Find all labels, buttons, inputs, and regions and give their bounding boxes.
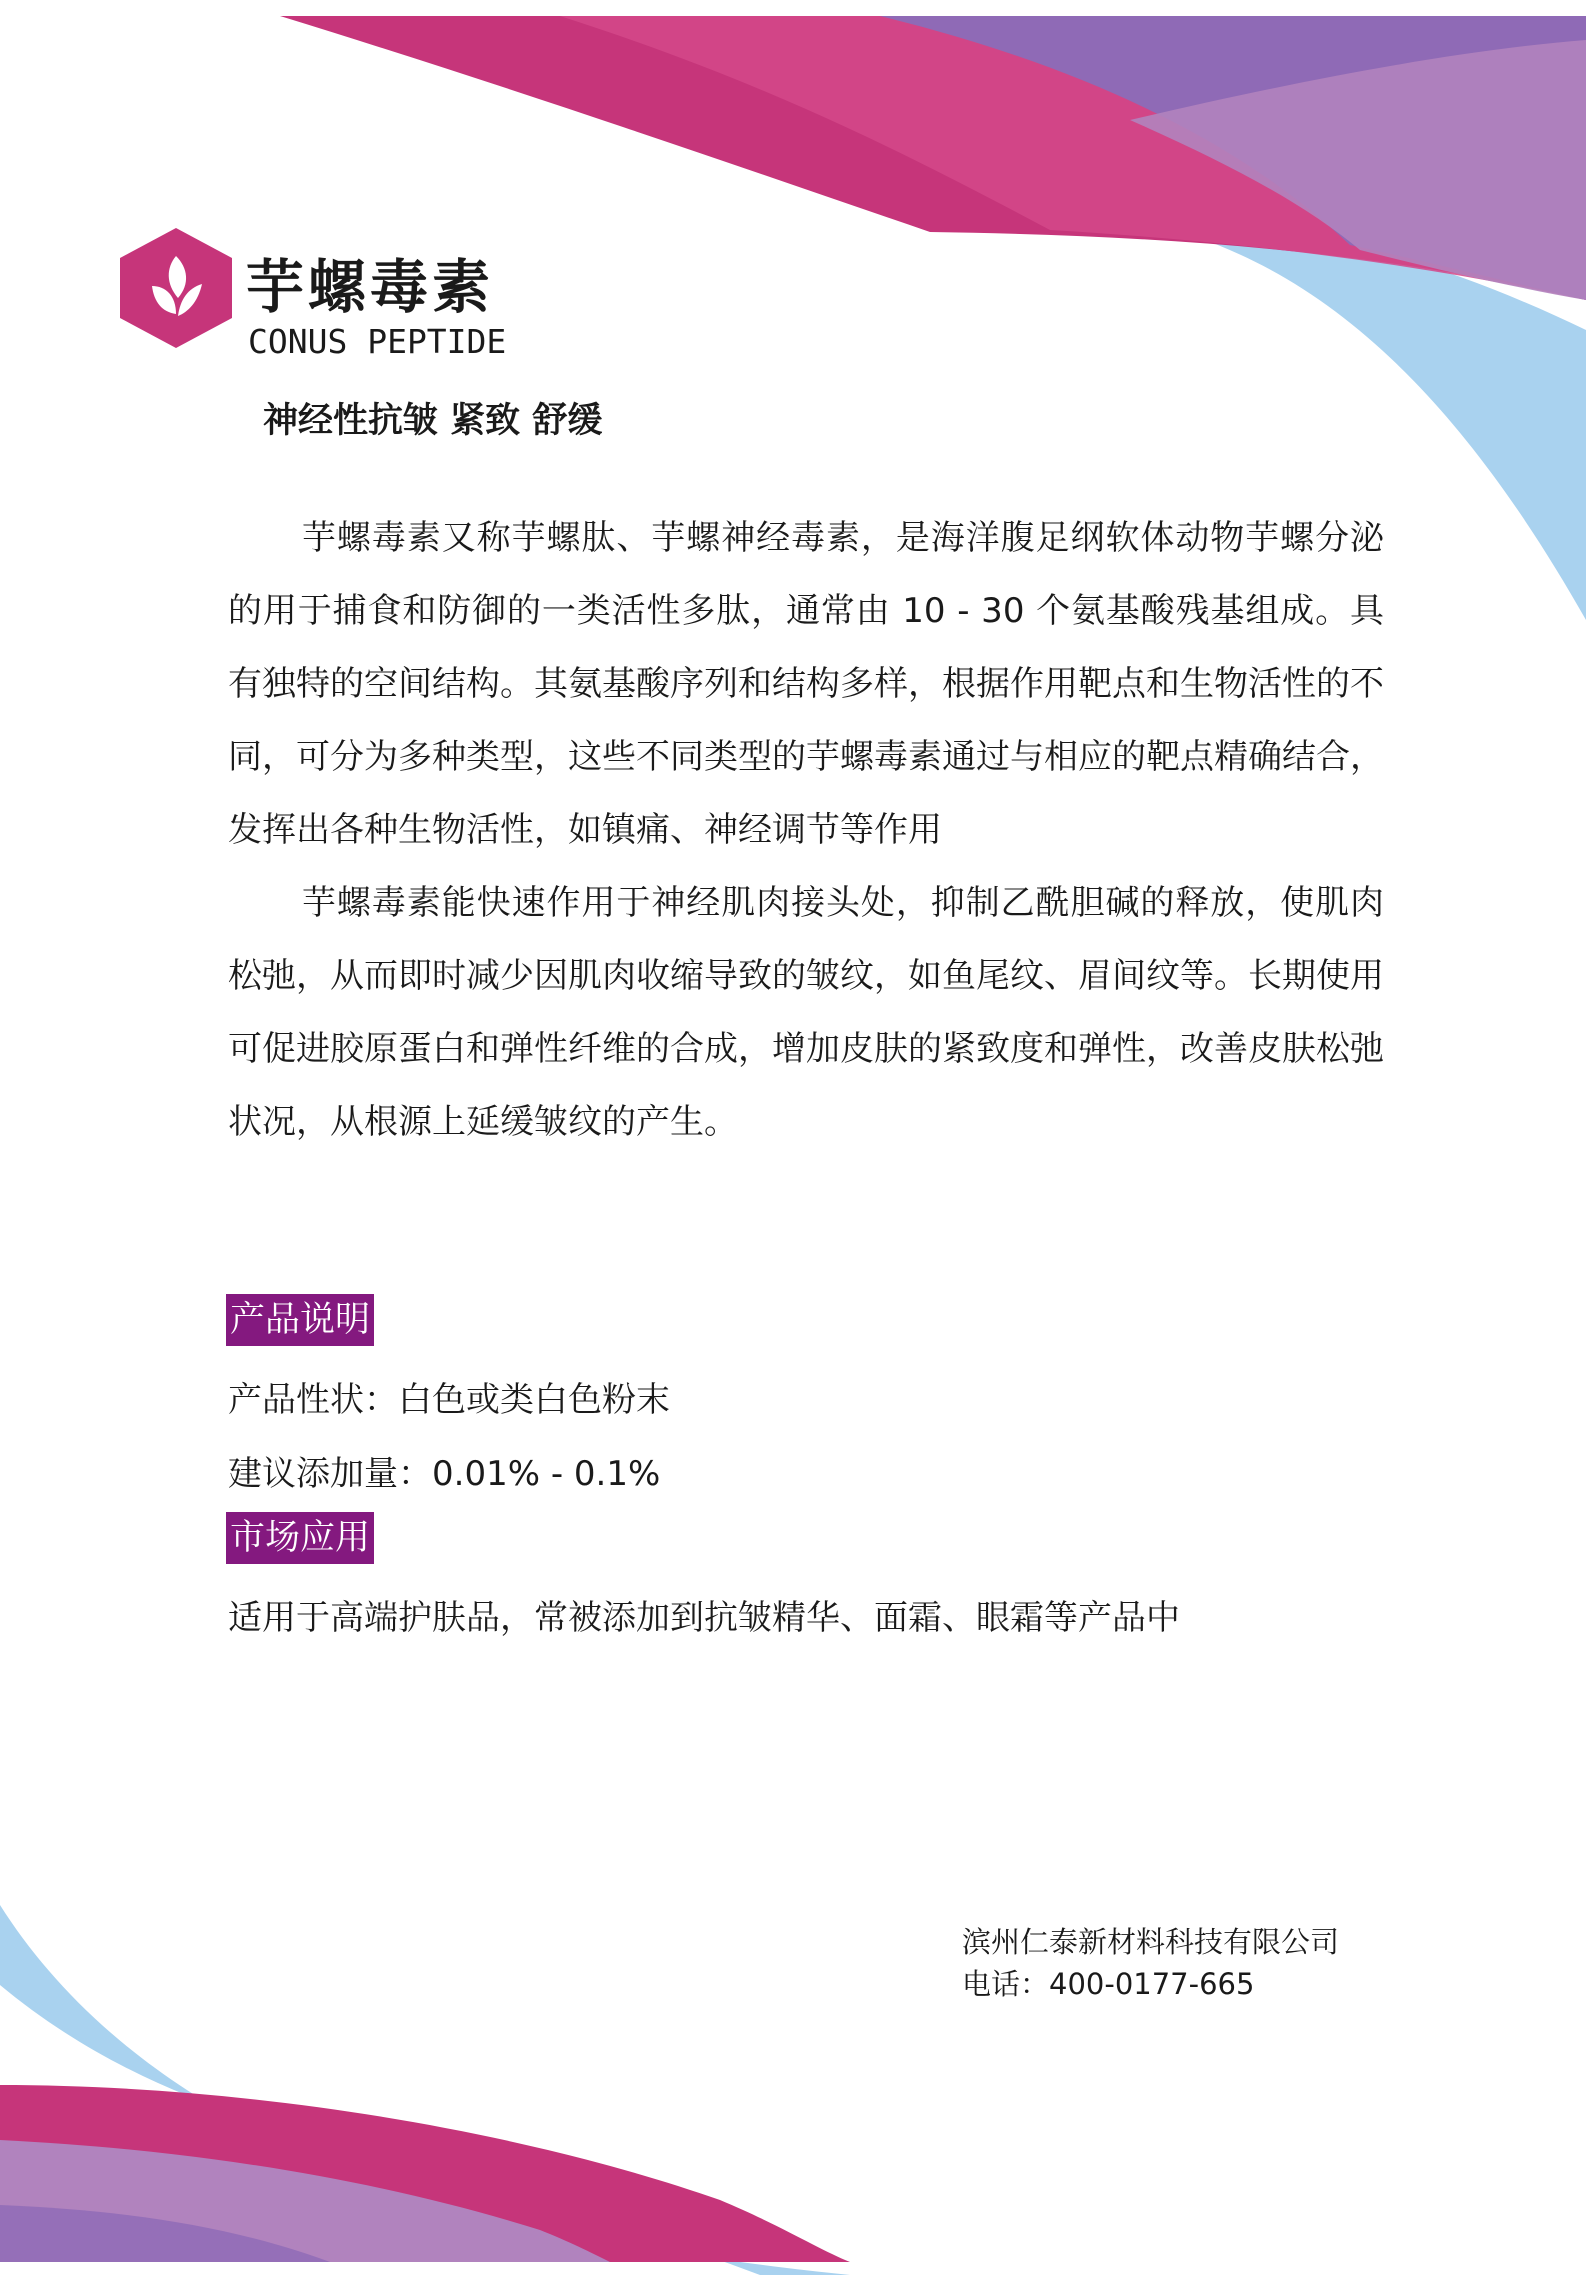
company-phone: 电话：400-0177-665 [962, 1967, 1255, 2001]
logo [118, 226, 234, 350]
product-heading: 产品说明 [226, 1294, 374, 1346]
intro-paragraph-1: 芋螺毒素又称芋螺肽、芋螺神经毒素，是海洋腹足纲软体动物芋螺分泌的用于捕食和防御的一类活性多肽，通常由 10 - 30 个氨基酸残基组成。具有独特的空间结构。其氨基酸序列和结构多样，根据作用靶点和生物活性的不同，可分为多种类型，这些不同类型的芋螺毒素通过与相应的靶点精确结合，发挥出各种生物活性，如镇痛、神经调节等作用 [228, 518, 1384, 850]
english-subtitle: CONUS PEPTIDE [248, 322, 507, 361]
product-dosage: 建议添加量：0.01% - 0.1% [228, 1454, 661, 1494]
intro-paragraph-2: 芋螺毒素能快速作用于神经肌肉接头处，抑制乙酰胆碱的释放，使肌肉松弛，从而即时减少因肌肉收缩导致的皱纹，如鱼尾纹、眉间纹等。长期使用可促进胶原蛋白和弹性纤维的合成，增加皮肤的紧致度和弹性，改善皮肤松弛状况，从根源上延缓皱纹的产生。 [228, 883, 1384, 1142]
page-title: 芋螺毒素 [246, 253, 495, 321]
tagline: 神经性抗皱 紧致 舒缓 [263, 401, 603, 441]
intro-text [228, 502, 1384, 1159]
company-name: 滨州仁泰新材料科技有限公司 [962, 1925, 1340, 1959]
market-text: 适用于高端护肤品，常被添加到抗皱精华、面霜、眼霜等产品中 [228, 1598, 1180, 1638]
product-appearance: 产品性状：白色或类白色粉末 [228, 1380, 670, 1420]
market-heading: 市场应用 [226, 1512, 374, 1564]
